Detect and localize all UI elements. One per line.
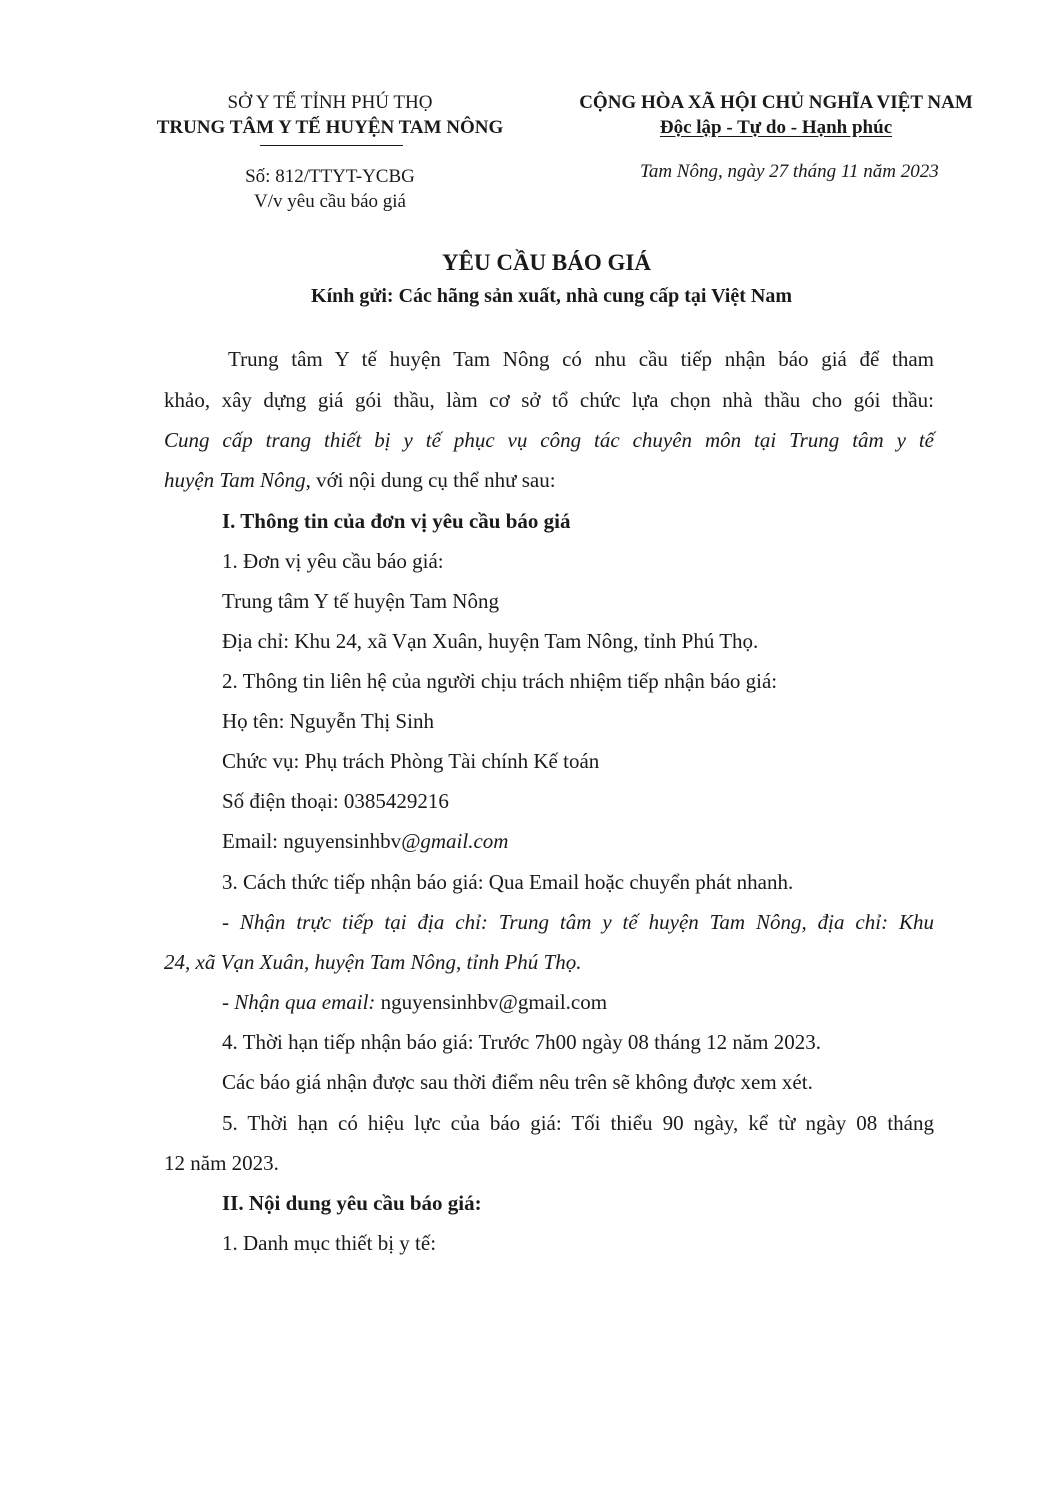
section-1-item-1: 1. Đơn vị yêu cầu báo giá: bbox=[222, 549, 444, 573]
section-1-item-4: 4. Thời hạn tiếp nhận báo giá: Trước 7h00 ngày 08 tháng 12 năm 2023. bbox=[222, 1030, 821, 1054]
intro-line-4-rest: , với nội dung cụ thể như sau: bbox=[305, 468, 556, 492]
recipient-line: Kính gửi: Các hãng sản xuất, nhà cung cấp tại Việt Nam bbox=[311, 285, 792, 307]
section-2-heading: II. Nội dung yêu cầu báo giá: bbox=[222, 1191, 482, 1215]
section-2-item-1: 1. Danh mục thiết bị y tế: bbox=[222, 1231, 437, 1255]
doc-number: Số: 812/TTYT-YCBG bbox=[245, 166, 415, 187]
section-1-heading: I. Thông tin của đơn vị yêu cầu báo giá bbox=[222, 509, 571, 533]
contact-name: Họ tên: Nguyễn Thị Sinh bbox=[222, 709, 434, 733]
document-title: YÊU CẦU BÁO GIÁ bbox=[442, 250, 651, 275]
section-1-item-2: 2. Thông tin liên hệ của người chịu trách nhiệm tiếp nhận báo giá: bbox=[222, 669, 778, 693]
contact-phone: Số điện thoại: 0385429216 bbox=[222, 789, 449, 813]
section-1-item-4-note: Các báo giá nhận được sau thời điểm nêu trên sẽ không được xem xét. bbox=[222, 1070, 813, 1094]
section-1-item-5-line-1: 5. Thời hạn có hiệu lực của báo giá: Tối thiểu 90 ngày, kể từ ngày 08 tháng bbox=[222, 1111, 934, 1135]
org-name-underline bbox=[260, 145, 403, 146]
intro-line-1: Trung tâm Y tế huyện Tam Nông có nhu cầu tiếp nhận báo giá để tham bbox=[228, 347, 934, 371]
unit-address: Địa chỉ: Khu 24, xã Vạn Xuân, huyện Tam Nông, tỉnh Phú Thọ. bbox=[222, 629, 759, 653]
place-date: Tam Nông, ngày 27 tháng 11 năm 2023 bbox=[640, 161, 939, 182]
section-1-item-5-line-2: 12 năm 2023. bbox=[164, 1151, 279, 1175]
email-delivery bbox=[222, 989, 607, 1015]
contact-position: Chức vụ: Phụ trách Phòng Tài chính Kế toán bbox=[222, 749, 600, 773]
org-name: TRUNG TÂM Y TẾ HUYỆN TAM NÔNG bbox=[156, 117, 504, 138]
email-delivery-value: nguyensinhbv@gmail.com bbox=[380, 990, 608, 1014]
intro-line-4-italic: huyện Tam Nông bbox=[164, 468, 306, 492]
intro-line-4 bbox=[164, 467, 556, 493]
contact-email bbox=[222, 828, 508, 854]
doc-subject: V/v yêu cầu báo giá bbox=[254, 191, 406, 212]
org-parent: SỞ Y TẾ TỈNH PHÚ THỌ bbox=[227, 92, 433, 113]
section-1-item-3: 3. Cách thức tiếp nhận báo giá: Qua Email hoặc chuyển phát nhanh. bbox=[222, 870, 794, 894]
intro-line-2: khảo, xây dựng giá gói thầu, làm cơ sở tổ chức lựa chọn nhà thầu cho gói thầu: bbox=[164, 388, 934, 412]
contact-email-domain: @gmail.com bbox=[401, 829, 509, 853]
direct-delivery-line-1: - Nhận trực tiếp tại địa chỉ: Trung tâm y tế huyện Tam Nông, địa chỉ: Khu bbox=[222, 910, 934, 934]
unit-name: Trung tâm Y tế huyện Tam Nông bbox=[222, 589, 499, 613]
national-motto: Độc lập - Tự do - Hạnh phúc bbox=[659, 117, 893, 138]
nation-title: CỘNG HÒA XÃ HỘI CHỦ NGHĨA VIỆT NAM bbox=[579, 92, 973, 113]
direct-delivery-line-2: 24, xã Vạn Xuân, huyện Tam Nông, tỉnh Phú Thọ. bbox=[164, 950, 582, 974]
intro-line-3: Cung cấp trang thiết bị y tế phục vụ công tác chuyên môn tại Trung tâm y tế bbox=[164, 428, 934, 452]
contact-email-label: Email: nguyensinhbv bbox=[222, 829, 402, 853]
email-delivery-label: - Nhận qua email: bbox=[222, 990, 381, 1014]
